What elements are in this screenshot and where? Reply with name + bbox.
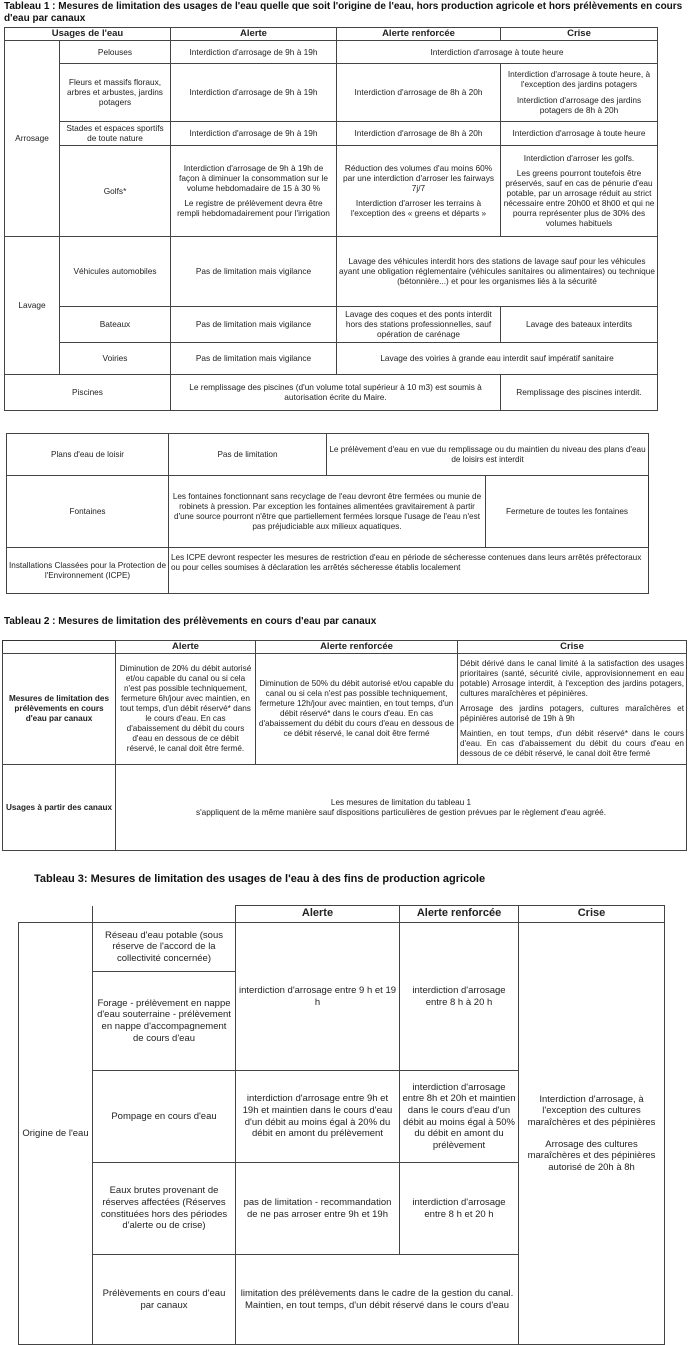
- t3-canaux-label: Prélèvements en cours d'eau par canaux: [93, 1255, 236, 1345]
- tableau1-table: [4, 27, 658, 411]
- header-usages: Usages de l'eau: [5, 28, 171, 41]
- bateaux-alerte: Pas de limitation mais vigilance: [171, 306, 337, 342]
- t3-pompage-alerte: interdiction d'arrosage entre 9h et 19h et maintien dans le cours d'eau d'un débit au moins égal à 20% du débit en amont du prélèvement: [236, 1071, 400, 1163]
- piscines-crise: Remplissage des piscines interdit.: [501, 374, 658, 410]
- header-alerte: Alerte: [171, 28, 337, 41]
- t2-crise-1: Débit dérivé dans le canal limité à la satisfaction des usages prioritaires (santé, sécurité civile, approvisionnement en eau potable) Arrosage interdit, à l'exception des jardins potagers, cultures maraîchères et pépinières.: [460, 659, 684, 698]
- t3-forage-label: Forage - prélèvement en nappe d'eau souterraine - prélèvement en nappe d'accompagnement de cours d'eau: [93, 972, 236, 1071]
- fontaines-alerte-renforcee: Les fontaines fonctionnant sans recyclage de l'eau devront être fermées ou munie de robinets à pression. Par exception les fontaines alimentées gravitairement à partir d'une source pourront n'être que partiellement fermées lorsque l'usage de l'eau n'est pas préjudiciable aux milieux aquatiques.: [169, 476, 486, 547]
- usage-bateaux: Bateaux: [60, 306, 171, 342]
- category-lavage: Lavage: [5, 236, 60, 374]
- t2-usages-text-2: s'appliquent de la même manière sauf dispositions particulières de gestion prévues par le règlement d'eau agréé.: [195, 807, 606, 817]
- bateaux-renforcee: Lavage des coques et des ponts interdit hors des stations professionnelles, sauf opération de carénage: [337, 306, 501, 342]
- icpe-mesure: Les ICPE devront respecter les mesures de restriction d'eau en période de sécheresse contenues dans leurs arrêtés préfectoraux ou pour celles soumises à déclaration les arrêtés sécheresse établis localement: [169, 548, 649, 594]
- voiries-alerte: Pas de limitation mais vigilance: [171, 342, 337, 374]
- golfs-crise-2: Les greens pourront toutefois être préservés, sauf en cas de pénurie d'eau potable, par un arrosage réduit au strict nécessaire entre 20h00 et 8h00 et qui ne pourra représenter plus de 30% des volumes habituels: [503, 167, 655, 229]
- fleurs-crise: [501, 63, 658, 121]
- t2-crise-3: Maintien, en tout temps, d'un débit réservé* dans le cours d'eau. En cas d'abaissement du débit du cours d'eau en dessous de ce débit réservé, le canal doit être fermé: [460, 729, 684, 758]
- t3-eaux-brutes-alerte: pas de limitation - recommandation de ne pas arroser entre 9h et 19h: [236, 1163, 400, 1255]
- usage-icpe: Installations Classées pour la Protection de l'Environnement (ICPE): [7, 548, 169, 594]
- fontaines-measures: [169, 476, 649, 548]
- tableau1-title: Tableau 1 : Mesures de limitation des usages de l'eau quelle que soit l'origine de l'eau, hors production agricole et hors prélèvements en cours d'eau par canaux: [4, 1, 683, 24]
- header-alerte-renforcee: Alerte renforcée: [337, 28, 501, 41]
- usage-piscines: Piscines: [5, 374, 171, 410]
- piscines-alerte-renforcee: Le remplissage des piscines (d'un volume total supérieur à 10 m3) est soumis à autorisation écrite du Maire.: [171, 374, 501, 410]
- tableau3-title: Tableau 3: Mesures de limitation des usages de l'eau à des fins de production agricole: [34, 873, 486, 885]
- t3-origine-label: Origine de l'eau: [19, 923, 93, 1345]
- t3-header-crise: Crise: [519, 906, 665, 923]
- plans-eau-renforcee-crise: Le prélèvement d'eau en vue du remplissage ou du maintien du niveau des plans d'eau de loisirs est interdit: [327, 434, 649, 476]
- golfs-alerte-2: Le registre de prélèvement devra être rempli hebdomadairement pour l'irrigation: [177, 198, 330, 219]
- usage-golfs: Golfs*: [60, 145, 171, 236]
- t2-mesures-crise: [458, 654, 687, 765]
- pelouses-renforcee-crise: Interdiction d'arrosage à toute heure: [337, 40, 658, 63]
- t2-header-crise: Crise: [458, 641, 687, 654]
- golfs-crise-1: Interdiction d'arroser les golfs.: [523, 152, 635, 163]
- fleurs-crise-2: Interdiction d'arrosage des jardins potagers de 8h à 20h: [516, 94, 642, 115]
- t3-crise-1: Interdiction d'arrosage, à l'exception des cultures maraîchères et des pépinières: [527, 1093, 656, 1128]
- t3-pompage-label: Pompage en cours d'eau: [93, 1071, 236, 1163]
- tableau2-title: Tableau 2 : Mesures de limitation des prélèvements en cours d'eau par canaux: [4, 616, 377, 627]
- vehicules-alerte: Pas de limitation mais vigilance: [171, 236, 337, 306]
- vehicules-renforcee-crise: Lavage des véhicules interdit hors des stations de lavage sauf pour les véhicules ayant une obligation réglementaire (véhicules sanitaires ou alimentaires) ou technique (bétonnière...) et pour les organismes liés à la sécurité: [337, 236, 658, 306]
- t2-usages-text: [116, 765, 687, 851]
- t2-header-alerte: Alerte: [116, 641, 256, 654]
- t3-reseau-alerte: interdiction d'arrosage entre 9 h et 19 h: [236, 923, 400, 1071]
- fleurs-renforcee: Interdiction d'arrosage de 8h à 20h: [337, 63, 501, 121]
- t3-header-alerte: Alerte: [236, 906, 400, 923]
- t2-row-mesures-label: Mesures de limitation des prélèvements en cours d'eau par canaux: [3, 654, 116, 765]
- golfs-renforcee: [337, 145, 501, 236]
- t3-crise: [519, 923, 665, 1345]
- usage-plans-eau: Plans d'eau de loisir: [7, 434, 169, 476]
- t3-crise-2: Arrosage des cultures maraîchères et des pépinières autorisé de 20h à 8h: [527, 1138, 656, 1173]
- usage-fontaines: Fontaines: [7, 476, 169, 548]
- golfs-renforcee-2: Interdiction d'arroser les terrains à l'exception des « greens et départs »: [350, 198, 487, 219]
- stades-crise: Interdiction d'arrosage à toute heure: [501, 121, 658, 145]
- t3-eaux-brutes-label: Eaux brutes provenant de réserves affectées (Réserves constituées hors des périodes d'alerte ou de crise): [93, 1163, 236, 1255]
- bateaux-crise: Lavage des bateaux interdits: [501, 306, 658, 342]
- pelouses-alerte: Interdiction d'arrosage de 9h à 19h: [171, 40, 337, 63]
- usage-vehicules: Véhicules automobiles: [60, 236, 171, 306]
- t3-eaux-brutes-renforcee: interdiction d'arrosage entre 8 h et 20 h: [400, 1163, 519, 1255]
- tableau3-table: [18, 905, 665, 1345]
- golfs-alerte: [171, 145, 337, 236]
- stades-alerte: Interdiction d'arrosage de 9h à 19h: [171, 121, 337, 145]
- t3-header-alerte-renforcee: Alerte renforcée: [400, 906, 519, 923]
- usage-stades: Stades et espaces sportifs de toute nature: [60, 121, 171, 145]
- t2-row-usages-label: Usages à partir des canaux: [3, 765, 116, 851]
- t3-reseau-label: Réseau d'eau potable (sous réserve de l'accord de la collectivité concernée): [93, 923, 236, 972]
- t3-reseau-renforcee: interdiction d'arrosage entre 8 h à 20 h: [400, 923, 519, 1071]
- tableau2-table: [2, 640, 687, 851]
- tableau1-continued-table: [6, 433, 649, 594]
- usage-pelouses: Pelouses: [60, 40, 171, 63]
- category-arrosage: Arrosage: [5, 40, 60, 236]
- stades-renforcee: Interdiction d'arrosage de 8h à 20h: [337, 121, 501, 145]
- t3-pompage-renforcee: interdiction d'arrosage entre 8h et 20h et maintien dans le cours d'eau d'un débit au moins égal à 50% du débit en amont du prélèvement: [400, 1071, 519, 1163]
- t3-canaux-alerte-renforcee: limitation des prélèvements dans le cadre de la gestion du canal. Maintien, en tout temps, d'un débit réservé dans le cours d'eau: [236, 1255, 519, 1345]
- t2-usages-text-1: Les mesures de limitation du tableau 1: [330, 797, 472, 807]
- usage-fleurs: Fleurs et massifs floraux, arbres et arbustes, jardins potagers: [60, 63, 171, 121]
- t2-mesures-alerte: Diminution de 20% du débit autorisé et/ou capable du canal ou si cela n'est pas possible techniquement, fermeture 6h/jour avec maintien, en tout temps, d'un débit réservé* dans le cours d'eau. En cas d'abaissement du débit du cours d'eau en dessous de ce débit réservé, le canal doit être fermé.: [116, 654, 256, 765]
- usage-voiries: Voiries: [60, 342, 171, 374]
- fleurs-alerte: Interdiction d'arrosage de 9h à 19h: [171, 63, 337, 121]
- t2-mesures-renforcee: Diminution de 50% du débit autorisé et/ou capable du canal ou si cela n'est pas possible techniquement, fermeture 12h/jour avec maintien, en tout temps, d'un débit réservé* dans le cours d'eau. En cas d'abaissement du débit du cours d'eau en dessous de ce débit réservé, le canal doit être fermé: [256, 654, 458, 765]
- golfs-alerte-1: Interdiction d'arrosage de 9h à 19h de façon à diminuer la consommation sur le volume hebdomadaire de 15 à 30 %: [179, 162, 328, 194]
- fleurs-crise-1: Interdiction d'arrosage à toute heure, à l'exception des jardins potagers: [507, 69, 651, 90]
- golfs-renforcee-1: Réduction des volumes d'au moins 60% par une interdiction d'arroser les fairways 7j/7: [343, 162, 494, 194]
- header-crise: Crise: [501, 28, 658, 41]
- golfs-crise: [501, 145, 658, 236]
- voiries-renforcee-crise: Lavage des voiries à grande eau interdit sauf impératif sanitaire: [337, 342, 658, 374]
- t2-crise-2: Arrosage des jardins potagers, cultures maraîchères et pépinières autorisé de 19h à 9h: [460, 704, 684, 723]
- plans-eau-alerte: Pas de limitation: [169, 434, 327, 476]
- fontaines-crise: Fermeture de toutes les fontaines: [506, 506, 628, 516]
- t2-header-alerte-renforcee: Alerte renforcée: [256, 641, 458, 654]
